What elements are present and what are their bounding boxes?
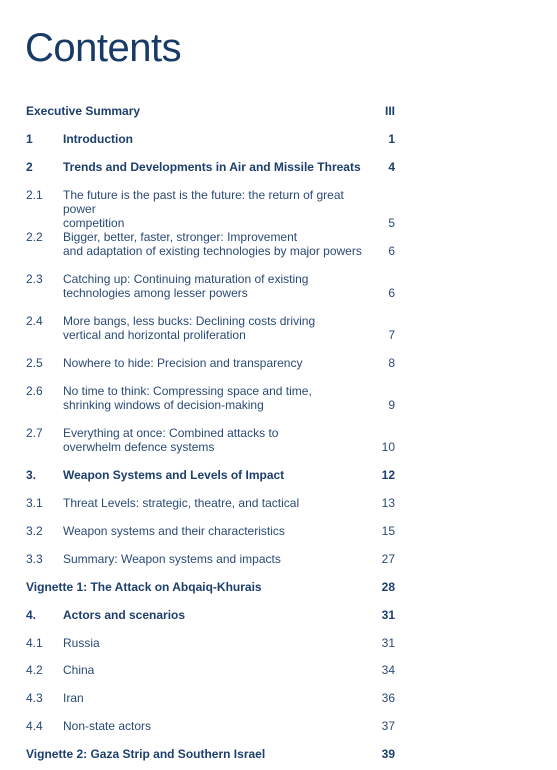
toc-entry[interactable] (26, 356, 395, 370)
toc-entry-title: Weapon systems and their characteristics (63, 524, 285, 538)
toc-entry-page: 7 (388, 328, 395, 342)
toc-entry[interactable] (26, 663, 395, 677)
toc-entry-number: 2.6 (26, 384, 43, 398)
toc-entry-title: Bigger, better, faster, stronger: Improvement and adaptation of existing technologies by major powers (63, 230, 362, 258)
toc-entry[interactable] (26, 272, 395, 300)
toc-entry-page: 13 (381, 496, 395, 510)
toc-entry-number: 2.5 (26, 356, 43, 370)
toc-entry[interactable] (26, 747, 395, 761)
toc-entry-number: 2 (26, 160, 33, 174)
toc-entry-page: 36 (381, 691, 395, 705)
toc-entry-page: 31 (381, 636, 395, 650)
toc-entry-number: 3.3 (26, 552, 43, 566)
toc-entry-title: Catching up: Continuing maturation of existing technologies among lesser powers (63, 272, 309, 300)
toc-entry[interactable] (26, 468, 395, 482)
toc-entry-title: Actors and scenarios (63, 608, 186, 622)
toc-entry-page: 37 (381, 719, 395, 733)
toc-entry-number: 4.3 (26, 691, 43, 705)
toc-entry-page: 6 (388, 244, 395, 258)
toc-entry-title: Vignette 1: The Attack on Abqaiq-Khurais (26, 580, 262, 594)
toc-entry-page: 6 (388, 286, 395, 300)
toc-entry-page: 31 (381, 608, 395, 622)
toc-entry-page: III (384, 104, 395, 118)
toc-entry-page: 9 (388, 398, 395, 412)
toc-entry[interactable] (26, 636, 395, 650)
toc-entry-page: 4 (388, 160, 395, 174)
toc-entry-number: 1 (26, 132, 33, 146)
toc-entry-title: Trends and Developments in Air and Missile Threats (63, 160, 361, 174)
toc-entry-number: 2.1 (26, 188, 43, 202)
toc-entry-page: 10 (381, 440, 395, 454)
toc-entry-page: 15 (381, 524, 395, 538)
toc-entry[interactable] (26, 160, 395, 174)
toc-entry-number: 2.7 (26, 426, 43, 440)
toc-entry[interactable] (26, 314, 395, 342)
toc-entry-number: 4.4 (26, 719, 43, 733)
toc-entry-title: Vignette 2: Gaza Strip and Southern Israel (26, 747, 266, 761)
toc-entry[interactable] (26, 384, 395, 412)
toc-entry[interactable] (26, 580, 395, 594)
toc-entry-page: 34 (381, 663, 395, 677)
toc-entry[interactable] (26, 132, 395, 146)
toc-entry[interactable] (26, 496, 395, 510)
toc-entry-page: 1 (388, 132, 395, 146)
toc-entry[interactable] (26, 719, 395, 733)
toc-entry-number: 2.2 (26, 230, 43, 244)
toc-entry-title: Summary: Weapon systems and impacts (63, 552, 281, 566)
toc-entry-title: Iran (63, 691, 84, 705)
page-title: Contents (25, 26, 182, 70)
toc-entry[interactable] (26, 552, 395, 566)
toc-entry-number: 4.1 (26, 636, 43, 650)
toc-entry[interactable] (26, 104, 395, 118)
toc-entry-page: 28 (381, 580, 395, 594)
toc-entry-title: The future is the past is the future: the return of great power competition (63, 188, 344, 230)
toc-entry-number: 4. (26, 608, 37, 622)
toc-entry-number: 3.1 (26, 496, 43, 510)
toc-entry-page: 27 (381, 552, 395, 566)
toc-entry[interactable] (26, 188, 395, 230)
toc-entry-title: Executive Summary (26, 104, 141, 118)
toc-entry-page: 8 (388, 356, 395, 370)
toc-entry-title: More bangs, less bucks: Declining costs driving vertical and horizontal proliferation (63, 314, 316, 342)
toc-entry-number: 4.2 (26, 663, 43, 677)
toc-entry-number: 2.3 (26, 272, 43, 286)
toc-entry-title: Non-state actors (63, 719, 152, 733)
toc-entry-title: No time to think: Compressing space and time, shrinking windows of decision-making (63, 384, 312, 412)
toc-entry[interactable] (26, 230, 395, 258)
toc-entry-number: 3. (26, 468, 37, 482)
toc-entry-title: China (63, 663, 95, 677)
toc-entry-title: Introduction (63, 132, 133, 146)
toc-entry[interactable] (26, 426, 395, 454)
toc-entry-page: 39 (381, 747, 395, 761)
toc-entry-page: 12 (381, 468, 395, 482)
toc-entry-title: Weapon Systems and Levels of Impact (63, 468, 285, 482)
toc-entry-page: 5 (388, 216, 395, 230)
toc-entry-title: Everything at once: Combined attacks to overwhelm defence systems (63, 426, 279, 454)
toc-entry-title: Russia (63, 636, 100, 650)
toc-entry-title: Nowhere to hide: Precision and transparency (63, 356, 303, 370)
toc-entry-number: 2.4 (26, 314, 43, 328)
toc-entry[interactable] (26, 691, 395, 705)
toc-entry-number: 3.2 (26, 524, 43, 538)
toc-entry-title: Threat Levels: strategic, theatre, and tactical (63, 496, 300, 510)
toc-entry[interactable] (26, 608, 395, 622)
toc-entry[interactable] (26, 524, 395, 538)
